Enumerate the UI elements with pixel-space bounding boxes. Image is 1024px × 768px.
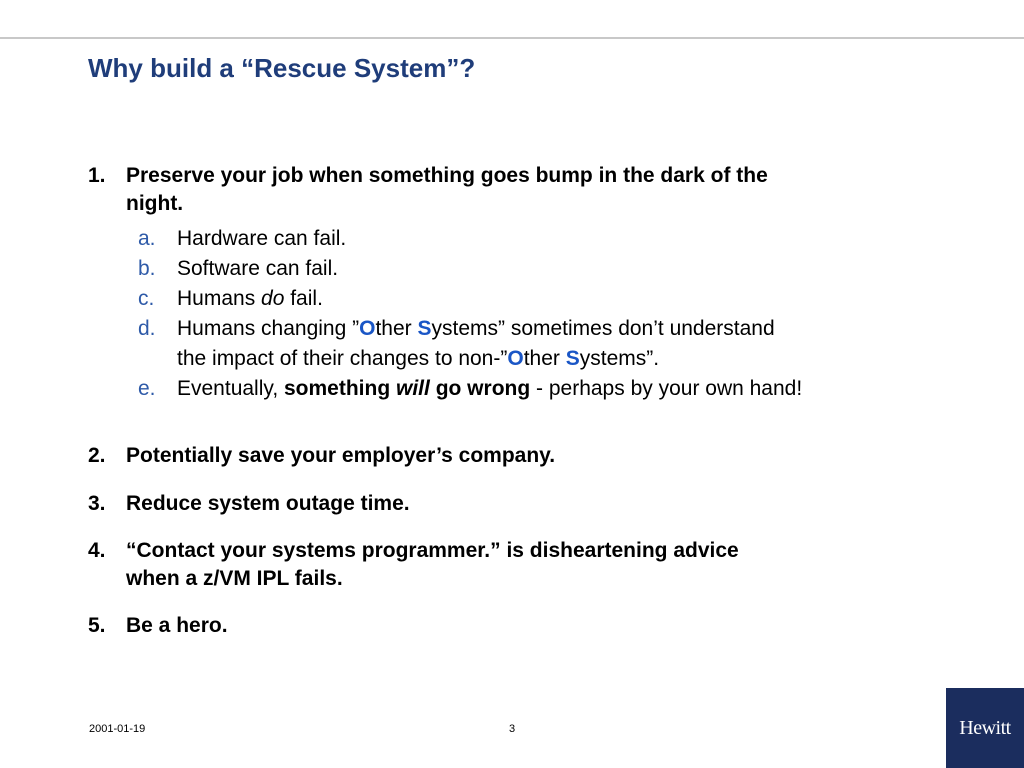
sub-item-text-line-1 (177, 314, 968, 344)
bold-italic-text: will (396, 377, 430, 400)
logo-text: Hewitt (959, 716, 1011, 739)
item-text-line-1: “Contact your systems programmer.” is disheartening advice (126, 539, 739, 562)
sub-item-letter: e. (138, 377, 156, 400)
item-number: 3. (88, 492, 106, 515)
sub-item-letter: c. (138, 287, 155, 310)
item-text: Potentially save your employer’s company. (126, 444, 556, 467)
item-text-line-2: night. (126, 192, 184, 215)
text-run: ther (375, 317, 418, 340)
text-run: - perhaps by your own hand! (530, 377, 803, 400)
list-item-4 (88, 537, 968, 593)
list-item-2 (88, 442, 968, 470)
sub-item-b (138, 254, 968, 284)
sub-item-text-line-2 (177, 344, 968, 374)
sub-item-text (177, 287, 323, 310)
header-divider (0, 37, 1024, 39)
text-run: Eventually, (177, 377, 284, 400)
item-text: Reduce system outage time. (126, 492, 410, 515)
sub-list (138, 224, 968, 404)
page-number: 3 (509, 723, 516, 735)
text-run: ystems”. (579, 347, 660, 370)
main-list (88, 162, 968, 640)
hewitt-logo (946, 688, 1024, 768)
sub-item-c (138, 284, 968, 314)
sub-item-letter: a. (138, 227, 156, 250)
text-run: fail. (284, 287, 323, 310)
sub-item-letter: b. (138, 257, 156, 280)
item-text-line-1: Preserve your job when something goes bump in the dark of the (126, 164, 768, 187)
highlight-letter-o: O (359, 317, 376, 340)
slide-title: Why build a “Rescue System”? (88, 53, 476, 83)
sub-item-a (138, 224, 968, 254)
text-run: ystems” sometimes don’t understand (431, 317, 775, 340)
list-item-5 (88, 612, 968, 640)
sub-item-text (177, 377, 802, 400)
item-number: 1. (88, 164, 106, 187)
sub-item-text: Hardware can fail. (177, 227, 347, 250)
item-number: 4. (88, 539, 106, 562)
list-item-1 (88, 162, 968, 404)
item-number: 2. (88, 444, 106, 467)
sub-item-text: Software can fail. (177, 257, 339, 280)
text-run: Humans (177, 287, 262, 310)
item-text-line-2: when a z/VM IPL fails. (126, 567, 343, 590)
highlight-letter-s: S (565, 347, 580, 370)
footer-date: 2001-01-19 (89, 723, 146, 735)
item-text: Be a hero. (126, 614, 228, 637)
highlight-letter-s: S (417, 317, 432, 340)
item-number: 5. (88, 614, 106, 637)
bold-text: something (284, 377, 397, 400)
emphasis-text: do (261, 287, 285, 310)
highlight-letter-o: O (507, 347, 524, 370)
bold-text: go wrong (429, 377, 531, 400)
list-item-3 (88, 490, 968, 518)
text-run: the impact of their changes to non-” (177, 347, 508, 370)
text-run: Humans changing ” (177, 317, 360, 340)
sub-item-e (138, 374, 968, 404)
sub-item-letter: d. (138, 317, 156, 340)
sub-item-d (138, 314, 968, 374)
text-run: ther (523, 347, 566, 370)
